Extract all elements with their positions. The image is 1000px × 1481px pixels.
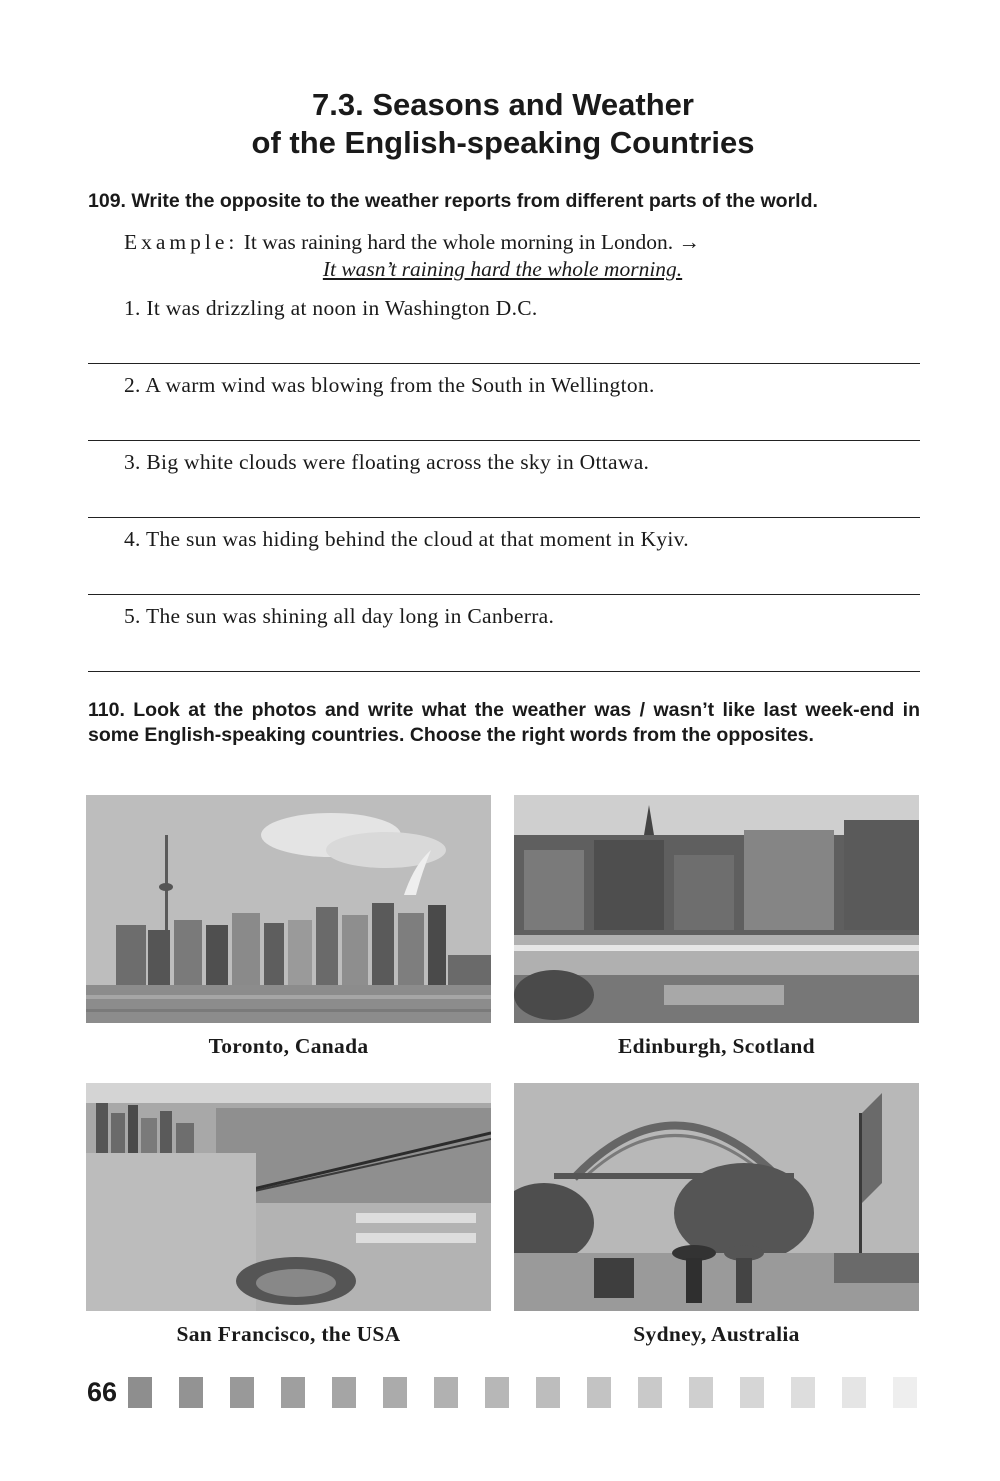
decoration-square — [230, 1377, 254, 1408]
page-decoration-squares — [128, 1377, 958, 1408]
answer-line-5[interactable] — [88, 671, 920, 672]
answer-line-3[interactable] — [88, 517, 920, 518]
example-label: Example: — [124, 230, 239, 254]
decoration-square — [332, 1377, 356, 1408]
answer-line-4[interactable] — [88, 594, 920, 595]
section-title-line-1: 7.3. Seasons and Weather — [312, 87, 694, 122]
example-answer: It wasn’t raining hard the whole morning. — [322, 257, 683, 281]
decoration-square — [383, 1377, 407, 1408]
decoration-square — [638, 1377, 662, 1408]
decoration-square — [587, 1377, 611, 1408]
task-110-heading: 110. Look at the photos and write what the weather was / wasn’t like last week-end in some English-speaking countries. Choose the right words from the opposites. — [88, 699, 920, 746]
decoration-square — [536, 1377, 560, 1408]
decoration-square — [434, 1377, 458, 1408]
decoration-square — [179, 1377, 203, 1408]
section-title-line-2: of the English-speaking Countries — [251, 125, 755, 160]
caption-toronto: Toronto, Canada — [208, 1034, 369, 1058]
decoration-square — [128, 1377, 152, 1408]
section-title — [0, 86, 1000, 162]
exercise-item-3: 3. Big white clouds were floating across the sky in Ottawa. — [124, 450, 650, 474]
decoration-square — [281, 1377, 305, 1408]
answer-line-1[interactable] — [88, 363, 920, 364]
photo-san-francisco — [86, 1083, 491, 1311]
exercise-item-2: 2. A warm wind was blowing from the South in Wellington. — [124, 373, 655, 397]
example-text: It was raining hard the whole morning in London. → — [238, 230, 700, 254]
task-109-heading: 109. Write the opposite to the weather reports from different parts of the world. — [88, 190, 818, 212]
decoration-square — [689, 1377, 713, 1408]
decoration-square — [740, 1377, 764, 1408]
photo-sydney — [514, 1083, 919, 1311]
page-number: 66 — [87, 1377, 118, 1407]
exercise-item-4: 4. The sun was hiding behind the cloud at that moment in Kyiv. — [124, 527, 689, 551]
example-block — [124, 229, 904, 283]
answer-line-2[interactable] — [88, 440, 920, 441]
caption-san-francisco: San Francisco, the USA — [176, 1322, 401, 1346]
decoration-square — [842, 1377, 866, 1408]
exercise-item-1: 1. It was drizzling at noon in Washington D.C. — [124, 296, 538, 320]
photo-edinburgh — [514, 795, 919, 1023]
decoration-square — [791, 1377, 815, 1408]
decoration-square — [485, 1377, 509, 1408]
caption-sydney: Sydney, Australia — [633, 1322, 800, 1346]
decoration-square — [893, 1377, 917, 1408]
photo-toronto — [86, 795, 491, 1023]
caption-edinburgh: Edinburgh, Scotland — [618, 1034, 815, 1058]
exercise-item-5: 5. The sun was shining all day long in Canberra. — [124, 604, 555, 628]
